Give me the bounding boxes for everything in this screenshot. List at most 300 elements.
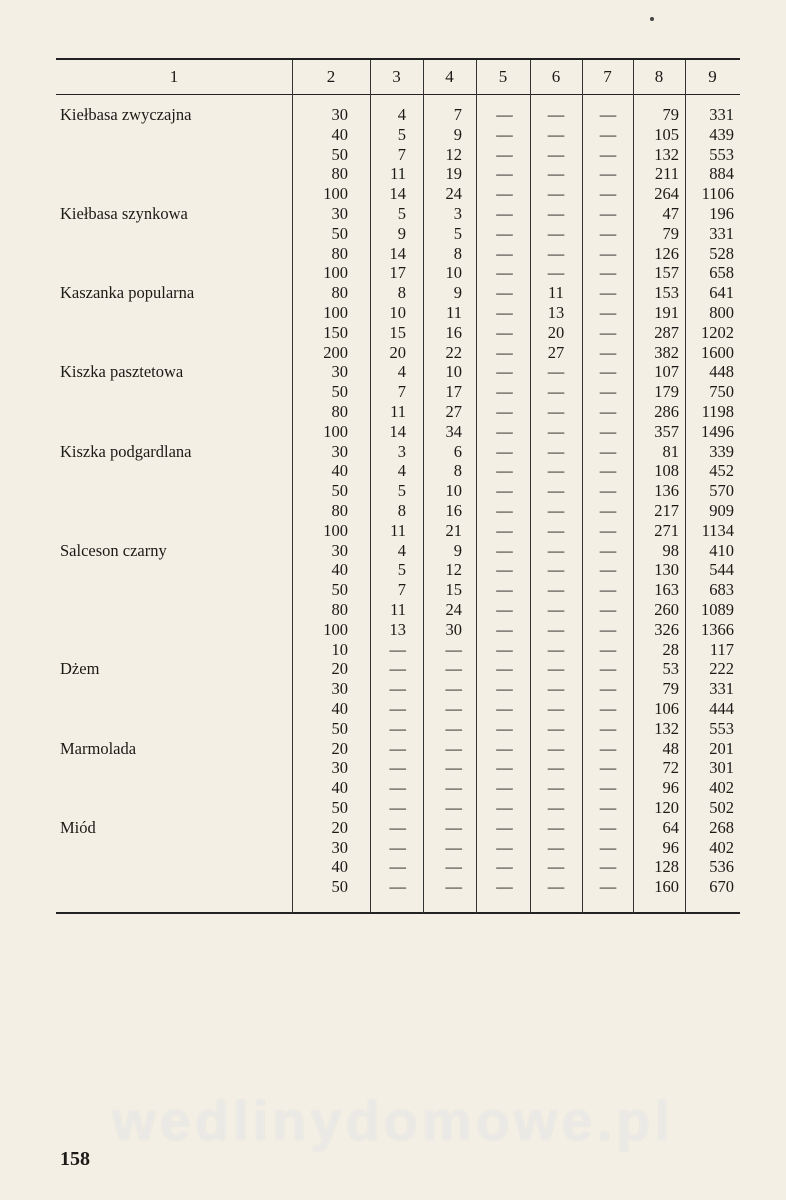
col6-cell: 11 [548, 283, 564, 303]
col8-cell: 130 [654, 560, 679, 580]
col7-cell: — [599, 659, 617, 679]
col5-cell: — [496, 619, 513, 639]
table-row [0, 244, 786, 264]
col5-cell: — [496, 124, 513, 144]
col7-cell: — [599, 679, 617, 699]
col6-cell: — [547, 817, 565, 837]
col8-cell: 217 [654, 501, 679, 520]
portion-cell: 20 [331, 738, 348, 758]
column-header-5: 5 [498, 67, 508, 86]
col8-cell: 28 [662, 639, 679, 659]
col3-cell: — [389, 679, 406, 699]
col7-cell: — [599, 798, 617, 817]
col7-cell: — [599, 124, 617, 144]
table-row [0, 224, 786, 244]
product-name [60, 877, 292, 897]
col6-cell: — [547, 105, 565, 124]
col5-cell: — [496, 817, 513, 837]
col7-cell: — [599, 778, 617, 798]
product-name: Kiszka pasztetowa [60, 362, 184, 382]
col7-cell: — [599, 303, 617, 322]
col5-cell: — [496, 283, 513, 303]
portion-cell: 100 [323, 184, 348, 204]
col4-cell: — [445, 837, 462, 857]
product-name [60, 857, 292, 877]
col4-cell: — [445, 817, 462, 837]
col4-cell: — [445, 639, 462, 659]
col5-cell: — [496, 580, 513, 600]
col8-cell: 287 [654, 322, 679, 342]
portion-cell: 50 [331, 718, 348, 738]
col3-cell: 17 [389, 263, 406, 283]
table-row [0, 501, 786, 521]
table-row [0, 125, 786, 145]
col8-cell: 160 [654, 877, 679, 897]
col8-cell: 264 [654, 184, 679, 204]
portion-cell: 50 [331, 382, 348, 402]
col5-cell: — [496, 322, 513, 342]
col6-cell: — [547, 144, 565, 164]
product-name [60, 422, 292, 442]
col9-cell: 1366 [701, 619, 734, 639]
col3-cell: — [389, 857, 406, 877]
col3-cell: 11 [390, 520, 406, 540]
col4-cell: 10 [445, 362, 462, 382]
col3-cell: 3 [397, 441, 406, 461]
col5-cell: — [496, 382, 513, 402]
col9-cell: 196 [709, 204, 734, 223]
col9-cell: 402 [709, 778, 734, 798]
col9-cell: 658 [709, 263, 734, 283]
table-row [0, 679, 786, 699]
col8-cell: 108 [654, 461, 679, 481]
col5-cell: — [496, 679, 513, 699]
col8-cell: 157 [654, 263, 679, 283]
col6-cell: — [547, 659, 565, 679]
portion-cell: 50 [331, 798, 348, 817]
col9-cell: 331 [709, 679, 734, 699]
col7-cell: — [599, 461, 617, 481]
col5-cell: — [496, 837, 513, 857]
col5-cell: — [496, 659, 513, 679]
col6-cell: — [547, 600, 565, 619]
col4-cell: 16 [445, 501, 462, 520]
col9-cell: 909 [709, 501, 734, 520]
col3-cell: 11 [390, 600, 406, 619]
table-row [0, 659, 786, 679]
product-name [60, 798, 292, 818]
table-row [0, 600, 786, 620]
col9-cell: 683 [709, 580, 734, 600]
portion-cell: 40 [331, 857, 348, 877]
col7-cell: — [599, 421, 617, 441]
product-name: Miód [60, 817, 96, 837]
col3-cell: 11 [390, 402, 406, 421]
col6-cell: — [547, 164, 565, 184]
col5-cell: — [496, 481, 513, 501]
col5-cell: — [496, 600, 513, 619]
col3-cell: 13 [389, 619, 406, 639]
product-name [60, 719, 292, 739]
col9-cell: 544 [709, 560, 734, 580]
col9-cell: 402 [709, 837, 734, 857]
col8-cell: 98 [662, 540, 679, 560]
col9-cell: 641 [709, 283, 734, 303]
portion-cell: 80 [331, 501, 348, 520]
product-name: Salceson czarny [60, 540, 167, 560]
col7-cell: — [599, 223, 617, 243]
column-header-2: 2 [326, 67, 336, 86]
col4-cell: 24 [445, 600, 462, 619]
col5-cell: — [496, 520, 513, 540]
column-header-7: 7 [603, 67, 612, 86]
col3-cell: 7 [397, 580, 406, 600]
col5-cell: — [496, 560, 513, 580]
col4-cell: 15 [445, 580, 462, 600]
col5-cell: — [496, 738, 513, 758]
col6-cell: — [547, 857, 565, 877]
col5-cell: — [496, 402, 513, 421]
table-row [0, 442, 786, 462]
col4-cell: 8 [453, 243, 462, 263]
col3-cell: — [389, 639, 406, 659]
col3-cell: 8 [397, 283, 406, 303]
product-name [60, 640, 292, 660]
col3-cell: — [389, 659, 406, 679]
col4-cell: 17 [445, 382, 462, 402]
portion-cell: 100 [323, 303, 348, 322]
col5-cell: — [496, 639, 513, 659]
col5-cell: — [496, 263, 513, 283]
col5-cell: — [496, 758, 513, 778]
col7-cell: — [599, 283, 617, 303]
col8-cell: 132 [654, 718, 679, 738]
product-name: Kiełbasa szynkowa [60, 204, 188, 223]
col4-cell: 3 [453, 204, 462, 223]
table-row [0, 541, 786, 561]
col9-cell: 331 [709, 105, 734, 124]
col7-cell: — [599, 520, 617, 540]
product-name [60, 620, 292, 640]
portion-cell: 20 [331, 659, 348, 679]
table-row [0, 580, 786, 600]
col9-cell: 1106 [701, 184, 734, 204]
col8-cell: 105 [654, 124, 679, 144]
col8-cell: 96 [662, 778, 679, 798]
portion-cell: 30 [331, 204, 348, 223]
col4-cell: — [445, 659, 462, 679]
col9-cell: 448 [709, 362, 734, 382]
col6-cell: — [547, 124, 565, 144]
portion-cell: 40 [331, 778, 348, 798]
table-row [0, 481, 786, 501]
col4-cell: 9 [453, 540, 462, 560]
col6-cell: — [547, 877, 565, 897]
col4-cell: 9 [453, 283, 462, 303]
portion-cell: 100 [323, 520, 348, 540]
col7-cell: — [599, 817, 617, 837]
col8-cell: 357 [654, 421, 679, 441]
col9-cell: 117 [709, 639, 734, 659]
portion-cell: 80 [331, 283, 348, 303]
col8-cell: 179 [654, 382, 679, 402]
col4-cell: — [445, 699, 462, 718]
product-name [60, 164, 292, 184]
col4-cell: 24 [445, 184, 462, 204]
col7-cell: — [599, 382, 617, 402]
col9-cell: 800 [709, 303, 734, 322]
col7-cell: — [599, 540, 617, 560]
portion-cell: 80 [331, 402, 348, 421]
portion-cell: 80 [331, 164, 348, 184]
col9-cell: 301 [709, 758, 734, 778]
col4-cell: 12 [445, 144, 462, 164]
product-name [60, 560, 292, 580]
col4-cell: 12 [445, 560, 462, 580]
portion-cell: 80 [331, 243, 348, 263]
portion-cell: 100 [323, 421, 348, 441]
col7-cell: — [599, 699, 617, 718]
col6-cell: — [547, 699, 565, 718]
col4-cell: 16 [445, 322, 462, 342]
table-row [0, 283, 786, 303]
table-row [0, 620, 786, 640]
col9-cell: 884 [709, 164, 734, 184]
col8-cell: 72 [662, 758, 679, 778]
table-row [0, 699, 786, 719]
col4-cell: 22 [445, 342, 462, 362]
col9-cell: 536 [709, 857, 734, 877]
col3-cell: 5 [397, 481, 406, 501]
portion-cell: 30 [331, 837, 348, 857]
col8-cell: 260 [654, 600, 679, 619]
col7-cell: — [599, 441, 617, 461]
col7-cell: — [599, 619, 617, 639]
table-row [0, 263, 786, 283]
product-name [60, 303, 292, 323]
col9-cell: 1600 [701, 342, 734, 362]
col3-cell: 5 [397, 560, 406, 580]
portion-cell: 100 [323, 263, 348, 283]
col6-cell: — [547, 758, 565, 778]
col7-cell: — [599, 580, 617, 600]
col6-cell: — [547, 798, 565, 817]
col9-cell: 222 [709, 659, 734, 679]
col8-cell: 64 [662, 817, 679, 837]
col7-cell: — [599, 857, 617, 877]
print-speck [650, 17, 654, 21]
col3-cell: 14 [389, 421, 406, 441]
col4-cell: 8 [453, 461, 462, 481]
portion-cell: 150 [323, 322, 348, 342]
col3-cell: 20 [389, 342, 406, 362]
product-name: Dżem [60, 659, 100, 679]
col5-cell: — [496, 778, 513, 798]
table-row [0, 719, 786, 739]
col9-cell: 1089 [701, 600, 734, 619]
col3-cell: 7 [397, 382, 406, 402]
portion-cell: 200 [323, 342, 348, 362]
col8-cell: 326 [654, 619, 679, 639]
col7-cell: — [599, 501, 617, 520]
col8-cell: 107 [654, 362, 679, 382]
watermark: wedlinydomowe.pl [112, 1089, 674, 1152]
product-name: Kiełbasa zwyczajna [60, 105, 192, 124]
col9-cell: 570 [709, 481, 734, 501]
col8-cell: 382 [654, 342, 679, 362]
table-row [0, 204, 786, 224]
portion-cell: 30 [331, 679, 348, 699]
table-row [0, 461, 786, 481]
table-row [0, 323, 786, 343]
table-row [0, 877, 786, 897]
col3-cell: 4 [397, 105, 406, 124]
col8-cell: 126 [654, 243, 679, 263]
col7-cell: — [599, 322, 617, 342]
table-row [0, 640, 786, 660]
col6-cell: — [547, 184, 565, 204]
table-row [0, 422, 786, 442]
col5-cell: — [496, 144, 513, 164]
portion-cell: 30 [331, 362, 348, 382]
col7-cell: — [599, 362, 617, 382]
portion-cell: 40 [331, 461, 348, 481]
column-header-3: 3 [392, 67, 401, 86]
col9-cell: 1202 [701, 322, 734, 342]
col8-cell: 96 [662, 837, 679, 857]
col7-cell: — [599, 837, 617, 857]
portion-cell: 30 [331, 540, 348, 560]
col8-cell: 47 [662, 204, 679, 223]
col6-cell: 13 [547, 303, 565, 322]
product-name [60, 778, 292, 798]
col9-cell: 339 [709, 441, 734, 461]
col8-cell: 153 [654, 283, 679, 303]
table-row [0, 838, 786, 858]
col7-cell: — [599, 263, 617, 283]
col8-cell: 132 [654, 144, 679, 164]
col5-cell: — [496, 857, 513, 877]
portion-cell: 100 [323, 619, 348, 639]
col5-cell: — [496, 303, 513, 322]
table-row [0, 798, 786, 818]
col6-cell: — [547, 501, 565, 520]
col4-cell: 19 [445, 164, 462, 184]
product-name [60, 263, 292, 283]
col4-cell: 6 [453, 441, 462, 461]
col4-cell: 10 [445, 481, 462, 501]
col8-cell: 286 [654, 402, 679, 421]
col8-cell: 79 [662, 679, 679, 699]
table-row [0, 184, 786, 204]
portion-cell: 40 [331, 699, 348, 718]
product-name [60, 184, 292, 204]
table-row [0, 145, 786, 165]
portion-cell: 50 [331, 144, 348, 164]
product-name [60, 382, 292, 402]
table-bottom-rule [56, 912, 740, 914]
product-name [60, 699, 292, 719]
col7-cell: — [599, 560, 617, 580]
col5-cell: — [496, 421, 513, 441]
product-name [60, 580, 292, 600]
product-name [60, 481, 292, 501]
col8-cell: 271 [654, 520, 679, 540]
product-name: Marmolada [60, 738, 137, 758]
col5-cell: — [496, 243, 513, 263]
col7-cell: — [599, 243, 617, 263]
portion-cell: 10 [331, 639, 348, 659]
col7-cell: — [599, 402, 617, 421]
col8-cell: 120 [654, 798, 679, 817]
col9-cell: 439 [709, 124, 734, 144]
col6-cell: 27 [547, 342, 565, 362]
col6-cell: — [547, 778, 565, 798]
col8-cell: 136 [654, 481, 679, 501]
col5-cell: — [496, 718, 513, 738]
col5-cell: — [496, 798, 513, 817]
col9-cell: 750 [709, 382, 734, 402]
col6-cell: — [547, 362, 565, 382]
col3-cell: 5 [397, 204, 406, 223]
table-row [0, 739, 786, 759]
table-row [0, 105, 786, 125]
col6-cell: — [547, 481, 565, 501]
col9-cell: 331 [709, 223, 734, 243]
table-row [0, 758, 786, 778]
col7-cell: — [599, 204, 617, 223]
col6-cell: — [547, 441, 565, 461]
table-row [0, 382, 786, 402]
col4-cell: — [445, 798, 462, 817]
col7-cell: — [599, 144, 617, 164]
product-name [60, 501, 292, 521]
product-name [60, 402, 292, 422]
portion-cell: 50 [331, 481, 348, 501]
column-header-9: 9 [708, 67, 717, 86]
table-row [0, 362, 786, 382]
col9-cell: 1198 [701, 402, 734, 421]
col8-cell: 48 [662, 738, 679, 758]
col6-cell: — [547, 639, 565, 659]
product-name [60, 145, 292, 165]
product-name [60, 244, 292, 264]
col8-cell: 53 [662, 659, 679, 679]
col4-cell: 10 [445, 263, 462, 283]
column-header-4: 4 [445, 67, 454, 86]
col8-cell: 191 [654, 303, 679, 322]
col3-cell: 4 [397, 362, 406, 382]
col6-cell: — [547, 679, 565, 699]
product-name [60, 343, 292, 363]
portion-cell: 80 [331, 600, 348, 619]
product-name [60, 758, 292, 778]
col7-cell: — [599, 738, 617, 758]
table-row [0, 343, 786, 363]
portion-cell: 40 [331, 560, 348, 580]
col6-cell: — [547, 560, 565, 580]
col7-cell: — [599, 164, 617, 184]
col6-cell: — [547, 382, 565, 402]
col3-cell: 4 [397, 540, 406, 560]
col9-cell: 670 [709, 877, 734, 897]
col6-cell: — [547, 540, 565, 560]
col3-cell: — [389, 758, 406, 778]
col3-cell: 8 [397, 501, 406, 520]
portion-cell: 30 [331, 105, 348, 124]
col9-cell: 452 [709, 461, 734, 481]
col5-cell: — [496, 699, 513, 718]
